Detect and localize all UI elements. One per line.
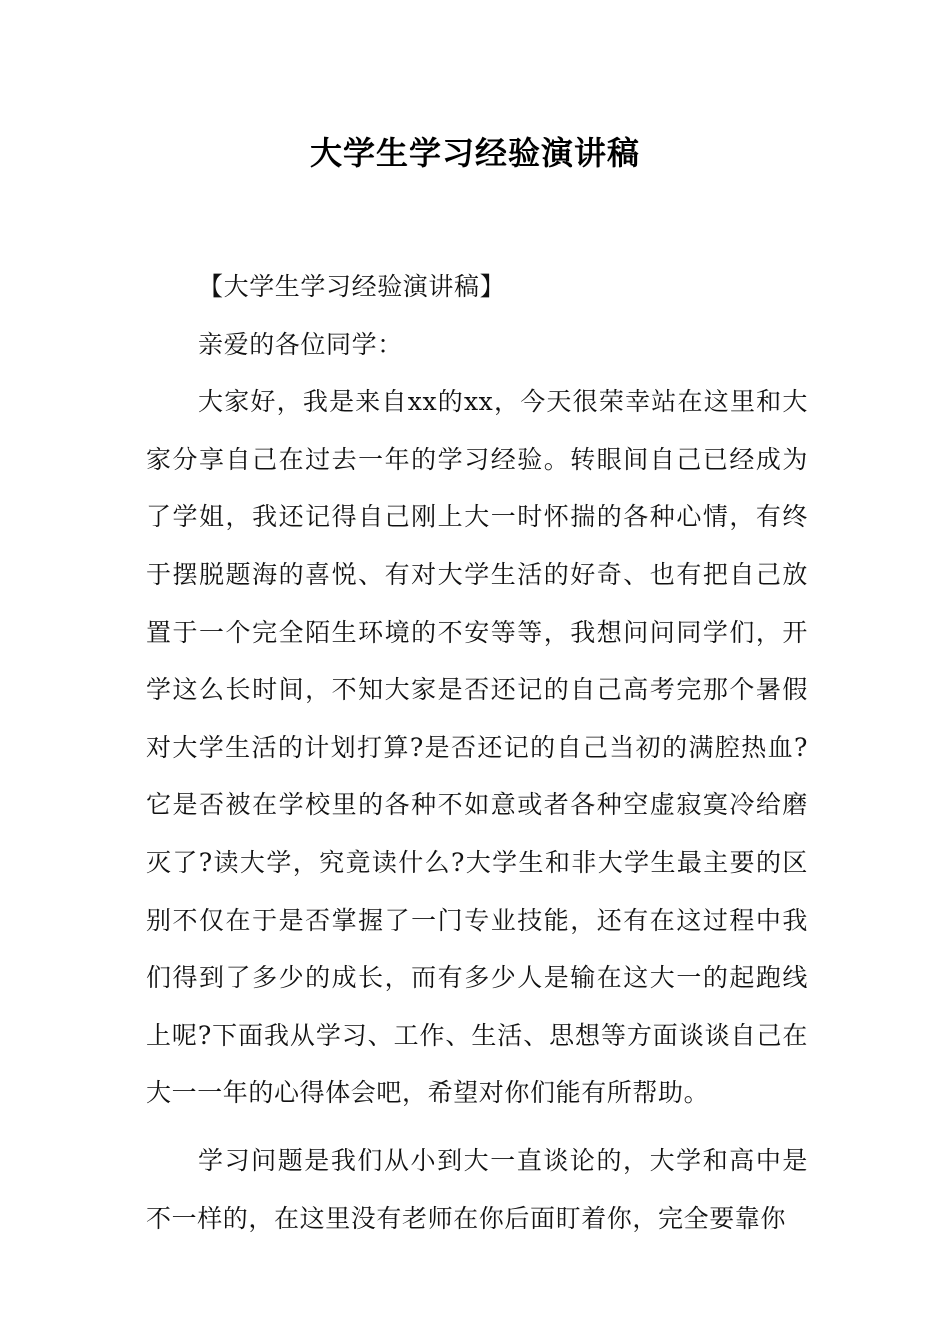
paragraph-study: 学习问题是我们从小到大一直谈论的，大学和高中是不一样的，在这里没有老师在你后面盯着你，完全要靠你 xyxy=(146,1145,808,1233)
paragraph-introduction: 大家好，我是来自xx的xx，今天很荣幸站在这里和大家分享自己在过去一年的学习经验。转眼间自己已经成为了学姐，我还记得自己刚上大一时怀揣的各种心情，有终于摆脱题海的喜悦、有对大学生活的好奇、也有把自己放置于一个完全陌生环境的不安等等，我想问问同学们，开学这么长时间，不知大家是否还记的自己高考完那个暑假对大学生活的计划打算?是否还记的自己当初的满腔热血?它是否被在学校里的各种不如意或者各种空虚寂寞冷给磨灭了?读大学，究竟读什么?大学生和非大学生最主要的区别不仅在于是否掌握了一门专业技能，还有在这过程中我们得到了多少的成长，而有多少人是输在这大一的起跑线上呢?下面我从学习、工作、生活、思想等方面谈谈自己在大一一年的心得体会吧，希望对你们能有所帮助。 xyxy=(146,387,808,1108)
paragraph-salutation: 亲爱的各位同学： xyxy=(198,329,403,359)
paragraph-heading: 【大学生学习经验演讲稿】 xyxy=(198,272,506,301)
document-title: 大学生学习经验演讲稿 xyxy=(309,134,640,172)
document-body xyxy=(146,258,808,1247)
